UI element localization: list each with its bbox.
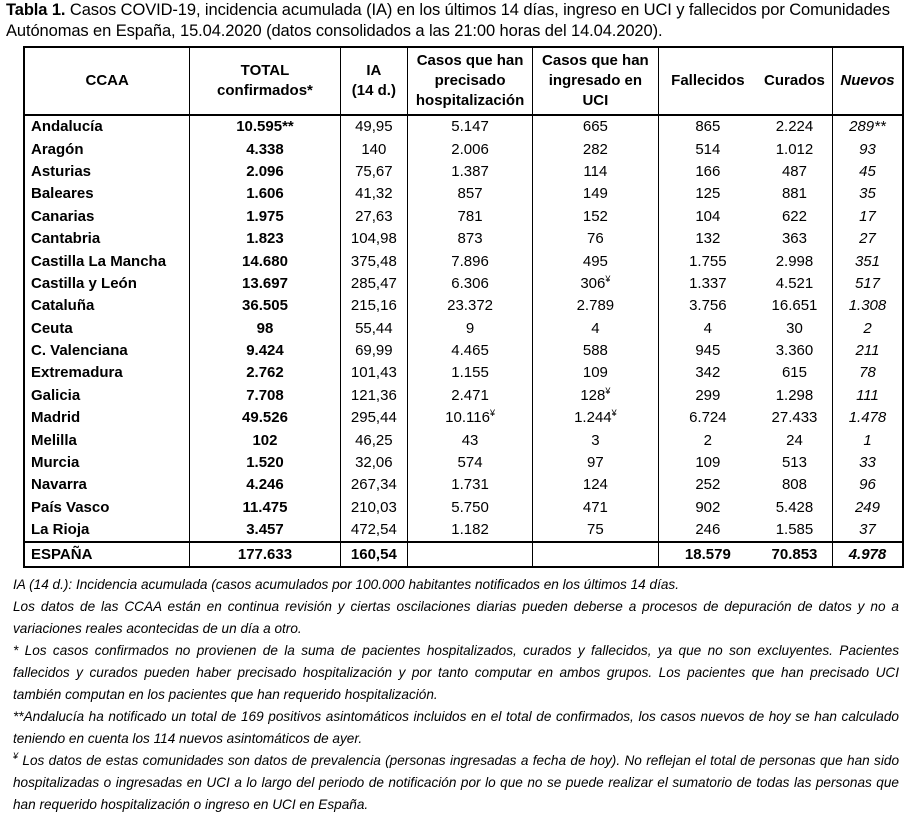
cell-fallecidos: 299 xyxy=(695,386,721,404)
cell-ccaa: Asturias xyxy=(24,161,190,183)
cell-curados: 513 xyxy=(757,452,833,474)
cell-total: 1.606 xyxy=(190,183,340,205)
table-row xyxy=(24,362,903,384)
note-confirmados: * Los casos confirmados no provienen de la suma de pacientes hospitalizados, curados y fallecidos, ya que no son excluyentes. Pacientes fallecidos y curados pueden haber precisado hospitalización y por tanto computar en ambos grupos. Los pacientes que han precisado UCI también computan en los pacientes que han requerido hospitalización. xyxy=(13,643,899,702)
cell-ia: 121,36 xyxy=(340,385,408,407)
cell-ia: 32,06 xyxy=(340,452,408,474)
cell-fallecidos: 1.755 xyxy=(689,252,727,270)
cell-ia: 210,03 xyxy=(340,497,408,519)
cell-curados: 881 xyxy=(757,183,833,205)
cell-curados: 3.360 xyxy=(757,340,833,362)
cell-nuevos: 17 xyxy=(859,207,876,225)
table-body xyxy=(24,115,903,567)
header-total: TOTAL confirmados* xyxy=(190,47,340,115)
header-curados: Curados xyxy=(757,47,833,115)
cell-ia: 46,25 xyxy=(340,429,408,451)
table-row xyxy=(24,452,903,474)
cell-ccaa: C. Valenciana xyxy=(24,340,190,362)
cell-uci: 109 xyxy=(533,362,659,384)
cell-hosp: 7.896 xyxy=(408,250,533,272)
note-andalucia: **Andalucía ha notificado un total de 169 positivos asintomáticos incluidos en el total de confirmados, los casos nuevos de hoy se han calculado teniendo en cuenta los 114 nuevos asintomáticos de ayer. xyxy=(13,709,899,746)
prevalence-mark: ¥ xyxy=(13,751,19,761)
cell-curados: 622 xyxy=(757,206,833,228)
cell-hosp: 1.155 xyxy=(408,362,533,384)
table-row xyxy=(24,115,903,138)
cell-hosp: 1.387 xyxy=(408,161,533,183)
cell-fallecidos: 4 xyxy=(703,319,713,337)
cell-uci: 306¥ xyxy=(533,273,659,295)
cell-ia: 49,95 xyxy=(340,115,408,138)
prevalence-mark: ¥ xyxy=(605,385,611,396)
cell-nuevos: 249 xyxy=(854,498,880,516)
cell-nuevos: 27 xyxy=(859,230,876,248)
cell-curados: 27.433 xyxy=(757,407,833,429)
cell-uci: 588 xyxy=(533,340,659,362)
table-row xyxy=(24,295,903,317)
table-row xyxy=(24,161,903,183)
cell-total: 98 xyxy=(190,318,340,340)
cell-total: 10.595** xyxy=(190,115,340,138)
table-row xyxy=(24,318,903,340)
cell-curados: 615 xyxy=(757,362,833,384)
cell-total: 102 xyxy=(190,429,340,451)
cell-ccaa: La Rioja xyxy=(24,519,190,542)
cell-ccaa: Ceuta xyxy=(24,318,190,340)
table-total-row xyxy=(24,542,903,566)
cell-hosp: 873 xyxy=(408,228,533,250)
cell-ia: 27,63 xyxy=(340,206,408,228)
cell-fallecidos: 109 xyxy=(695,454,721,472)
note-prevalencia xyxy=(13,750,899,816)
cell-fallecidos: 246 xyxy=(695,521,721,539)
table-row xyxy=(24,519,903,542)
header-fallecidos: Fallecidos xyxy=(658,47,757,115)
cell-ccaa: Aragón xyxy=(24,138,190,160)
cell-fallecidos: 865 xyxy=(695,118,721,136)
cell-uci: 128¥ xyxy=(533,385,659,407)
cell-hosp: 5.750 xyxy=(408,497,533,519)
cell-fallecidos: 945 xyxy=(695,342,721,360)
cell-ia: 375,48 xyxy=(340,250,408,272)
cell-uci: 97 xyxy=(533,452,659,474)
cell-total: 4.246 xyxy=(190,474,340,496)
table-row xyxy=(24,340,903,362)
header-uci: Casos que han ingresado en UCI xyxy=(533,47,659,115)
cell-curados: 363 xyxy=(757,228,833,250)
cell-uci: 149 xyxy=(533,183,659,205)
table-row xyxy=(24,273,903,295)
cell-nuevos: 517 xyxy=(854,274,880,292)
cell-hosp: 857 xyxy=(408,183,533,205)
cell-total: 3.457 xyxy=(190,519,340,542)
cell-curados: 2.998 xyxy=(757,250,833,272)
cell-total: 7.708 xyxy=(190,385,340,407)
cell-ia: 104,98 xyxy=(340,228,408,250)
table-row xyxy=(24,206,903,228)
cell-uci: 1.244¥ xyxy=(533,407,659,429)
cell-fallecidos: 252 xyxy=(695,476,721,494)
cell-nuevos: 1 xyxy=(863,431,872,449)
cell-curados: 5.428 xyxy=(757,497,833,519)
cell-hosp: 2.471 xyxy=(408,385,533,407)
prevalence-text: Los datos de estas comunidades son datos de prevalencia (personas ingresadas a fecha de hoy). No reflejan el total de personas que han sido hospitalizadas o ingresadas en UCI a lo largo del periodo de notificación por lo que no se puede realizar el sumatorio de todas las personas que han requerido hospitalización o ingreso en UCI en España. xyxy=(13,753,899,812)
cell-total: 11.475 xyxy=(190,497,340,519)
cell-fallecidos: 104 xyxy=(695,207,721,225)
cell-hosp: 10.116¥ xyxy=(408,407,533,429)
cell-ccaa: Andalucía xyxy=(24,115,190,138)
total-cell-curados: 70.853 xyxy=(757,542,833,566)
cell-ccaa: Cantabria xyxy=(24,228,190,250)
cell-uci: 495 xyxy=(533,250,659,272)
cell-fallecidos: 6.724 xyxy=(689,409,727,427)
cell-ia: 267,34 xyxy=(340,474,408,496)
cell-nuevos: 351 xyxy=(854,252,880,270)
cell-fallecidos: 2 xyxy=(703,431,713,449)
cell-curados: 1.298 xyxy=(757,385,833,407)
header-nuevos: Nuevos xyxy=(832,47,903,115)
cell-ccaa: Galicia xyxy=(24,385,190,407)
cell-total: 49.526 xyxy=(190,407,340,429)
cell-nuevos: 1.308 xyxy=(848,297,887,315)
cell-curados: 1.585 xyxy=(757,519,833,542)
cell-uci: 471 xyxy=(533,497,659,519)
cell-nuevos: 289** xyxy=(849,118,886,136)
cell-hosp: 5.147 xyxy=(408,115,533,138)
total-cell-total: 177.633 xyxy=(190,542,340,566)
cell-fallecidos: 342 xyxy=(695,364,721,382)
cell-total: 2.096 xyxy=(190,161,340,183)
cell-nuevos: 2 xyxy=(863,319,872,337)
cell-fallecidos: 514 xyxy=(695,140,721,158)
cell-fallecidos: 125 xyxy=(695,185,721,203)
cell-hosp: 574 xyxy=(408,452,533,474)
cell-hosp: 1.182 xyxy=(408,519,533,542)
header-ccaa: CCAA xyxy=(24,47,190,115)
cell-curados: 24 xyxy=(757,429,833,451)
cell-ia: 295,44 xyxy=(340,407,408,429)
note-revision: Los datos de las CCAA están en continua revisión y ciertas oscilaciones diarias pueden deberse a procesos de depuración de datos y no a variaciones reales acontecidas de un día a otro. xyxy=(13,599,899,636)
footnotes xyxy=(13,574,899,816)
cell-nuevos: 45 xyxy=(859,162,876,180)
cell-ia: 75,67 xyxy=(340,161,408,183)
cell-total: 36.505 xyxy=(190,295,340,317)
cell-ia: 472,54 xyxy=(340,519,408,542)
cell-uci: 3 xyxy=(533,429,659,451)
cell-hosp: 4.465 xyxy=(408,340,533,362)
cell-uci: 114 xyxy=(533,161,659,183)
table-row xyxy=(24,183,903,205)
cell-total: 4.338 xyxy=(190,138,340,160)
cell-nuevos: 78 xyxy=(859,364,876,382)
cell-fallecidos: 902 xyxy=(695,498,721,516)
cell-total: 1.823 xyxy=(190,228,340,250)
cell-ia: 69,99 xyxy=(340,340,408,362)
cell-ccaa: Madrid xyxy=(24,407,190,429)
cell-total: 9.424 xyxy=(190,340,340,362)
table-row xyxy=(24,250,903,272)
table-row xyxy=(24,474,903,496)
table-caption xyxy=(6,0,900,42)
cell-curados: 4.521 xyxy=(757,273,833,295)
cell-nuevos: 211 xyxy=(855,342,880,360)
cell-ia: 285,47 xyxy=(340,273,408,295)
cell-total: 2.762 xyxy=(190,362,340,384)
note-ia: IA (14 d.): Incidencia acumulada (casos acumulados por 100.000 habitantes notificados en los últimos 14 días. xyxy=(13,577,679,592)
cell-uci: 4 xyxy=(533,318,659,340)
cell-total: 13.697 xyxy=(190,273,340,295)
table-row xyxy=(24,497,903,519)
table-row xyxy=(24,407,903,429)
cell-ccaa: País Vasco xyxy=(24,497,190,519)
cell-ia: 41,32 xyxy=(340,183,408,205)
cell-ccaa: Melilla xyxy=(24,429,190,451)
cell-nuevos: 1.478 xyxy=(848,409,887,427)
total-cell-hosp xyxy=(408,542,533,566)
cell-uci: 76 xyxy=(533,228,659,250)
cell-ccaa: Navarra xyxy=(24,474,190,496)
cell-hosp: 1.731 xyxy=(408,474,533,496)
cell-fallecidos: 132 xyxy=(695,230,721,248)
cell-curados: 16.651 xyxy=(757,295,833,317)
cell-fallecidos: 3.756 xyxy=(689,297,727,315)
cell-nuevos: 96 xyxy=(859,476,876,494)
cell-ccaa: Baleares xyxy=(24,183,190,205)
cell-total: 1.975 xyxy=(190,206,340,228)
cell-ccaa: Castilla La Mancha xyxy=(24,250,190,272)
cell-ia: 140 xyxy=(340,138,408,160)
covid-table xyxy=(23,46,904,568)
table-header xyxy=(24,47,903,115)
cell-uci: 152 xyxy=(533,206,659,228)
cell-nuevos: 35 xyxy=(859,185,876,203)
cell-curados: 487 xyxy=(757,161,833,183)
cell-hosp: 23.372 xyxy=(408,295,533,317)
table-row xyxy=(24,228,903,250)
cell-curados: 30 xyxy=(757,318,833,340)
total-cell-ia: 160,54 xyxy=(340,542,408,566)
table-row xyxy=(24,385,903,407)
cell-ia: 101,43 xyxy=(340,362,408,384)
header-row xyxy=(24,47,903,115)
cell-hosp: 2.006 xyxy=(408,138,533,160)
cell-curados: 808 xyxy=(757,474,833,496)
prevalence-mark: ¥ xyxy=(611,408,617,419)
cell-uci: 2.789 xyxy=(533,295,659,317)
cell-uci: 282 xyxy=(533,138,659,160)
cell-fallecidos: 1.337 xyxy=(689,274,727,292)
cell-total: 14.680 xyxy=(190,250,340,272)
cell-ccaa: Murcia xyxy=(24,452,190,474)
cell-curados: 1.012 xyxy=(757,138,833,160)
cell-ccaa: Extremadura xyxy=(24,362,190,384)
cell-nuevos: 111 xyxy=(856,386,879,404)
table-row xyxy=(24,429,903,451)
cell-fallecidos: 166 xyxy=(695,162,721,180)
cell-nuevos: 37 xyxy=(859,521,876,539)
cell-curados: 2.224 xyxy=(757,115,833,138)
cell-ccaa: Canarias xyxy=(24,206,190,228)
total-cell-uci xyxy=(533,542,659,566)
header-ia: IA (14 d.) xyxy=(340,47,408,115)
header-hospitalizacion: Casos que han precisado hospitalización xyxy=(408,47,533,115)
cell-hosp: 6.306 xyxy=(408,273,533,295)
prevalence-mark: ¥ xyxy=(605,273,611,284)
table-row xyxy=(24,138,903,160)
cell-hosp: 781 xyxy=(408,206,533,228)
cell-ccaa: Cataluña xyxy=(24,295,190,317)
total-cell-nuevos: 4.978 xyxy=(832,542,903,566)
cell-uci: 75 xyxy=(533,519,659,542)
cell-ia: 215,16 xyxy=(340,295,408,317)
cell-uci: 124 xyxy=(533,474,659,496)
caption-label: Tabla 1. xyxy=(6,1,66,19)
total-cell-ccaa: ESPAÑA xyxy=(24,542,190,566)
cell-nuevos: 33 xyxy=(859,454,876,472)
cell-ia: 55,44 xyxy=(340,318,408,340)
cell-total: 1.520 xyxy=(190,452,340,474)
cell-ccaa: Castilla y León xyxy=(24,273,190,295)
cell-uci: 665 xyxy=(533,115,659,138)
caption-text: Casos COVID-19, incidencia acumulada (IA) en los últimos 14 días, ingreso en UCI y fallecidos por Comunidades Autónomas en España, 15.04.2020 (datos consolidados a las 21:00 horas del 14.04.2020). xyxy=(6,1,890,40)
prevalence-mark: ¥ xyxy=(489,408,495,419)
total-cell-fallecidos: 18.579 xyxy=(658,542,757,566)
cell-hosp: 43 xyxy=(408,429,533,451)
cell-nuevos: 93 xyxy=(859,140,876,158)
cell-hosp: 9 xyxy=(408,318,533,340)
